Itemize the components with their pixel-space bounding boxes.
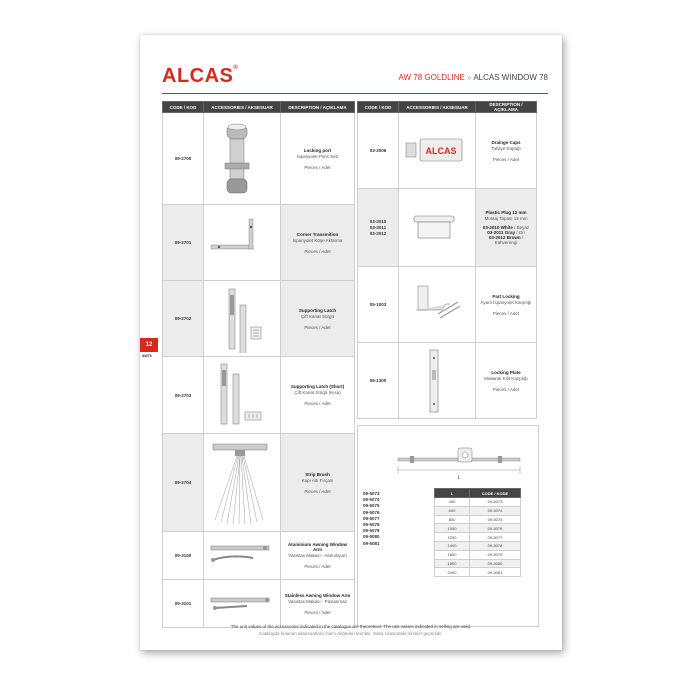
item-code: 09-2700 [163,113,204,205]
item-description: Corner Transmition İspanyolet Köşe Aktarma Pieces / Adet [281,205,355,281]
table-row: 1200 09-5077 [435,533,521,542]
left-accessories-table [162,101,355,628]
table-row: 400 09-5073 [435,498,521,507]
part-locking-icon [399,267,476,343]
aluminium-arm-icon [204,532,281,580]
item-description: Drainge Caps Tahliye Kapağı Pieces / Adet [476,113,537,189]
table-row [358,267,537,343]
table-row: 1400 09-5078 [435,541,521,550]
stainless-arm-icon [204,580,281,628]
table-row [358,343,537,419]
item-description: Supporting Latch (Short) Çift Kanat Sürgü (Kısa) Pieces / Adet [281,357,355,434]
table-row [358,189,537,267]
catalog-page [140,35,562,650]
table-row: 600 09-5074 [435,506,521,515]
col-accessories: ACCESSORIES / AKSESUAR [399,102,476,113]
col-code: CODE / KOD [163,102,204,113]
series-header [398,73,548,82]
locking-port-icon [204,113,281,205]
table-row [163,532,355,580]
item-description: Stainless Awning Window Arm Vasistas Makası - Paslanmaz Pieces / Adet [281,580,355,628]
item-code: 05-1003 [358,267,399,343]
header-divider [162,93,548,94]
item-code: 09-3100 [163,532,204,580]
table-row [163,113,355,205]
col-description: DESCRIPTION / AÇIKLAMA [281,102,355,113]
item-description: Plastic Plug 12 mm Montaj Tapası 12 mm 03-2010 White / Beyaz 03-2011 Gray / Gri 03-2012 Brown / Kahverengi [476,189,537,267]
drainage-cap-icon [399,113,476,189]
col-accessories: ACCESSORIES / AKSESUAR [204,102,281,113]
table-row: 1800 09-5080 [435,559,521,568]
item-description: Part Locking Ayarlı İspanyolet Karşılığı Pieces / Adet [476,267,537,343]
item-description: Locking port İspanyolet Pims Seti Pieces / Adet [281,113,355,205]
footer-turkish: Katalogda bulunan aksesuarların birim değerleri teoriktir. Satış sırasındaki birimler geçerlidir. [259,631,443,636]
table-row [163,434,355,532]
table-row: 1600 09-5079 [435,550,521,559]
col-code: CODE / KOD [358,102,399,113]
espagnolette-lengths-block [357,425,539,627]
table-row: 800 09-5075 [435,515,521,524]
item-code: 09-2703 [163,357,204,434]
table-row [163,580,355,628]
table-row: 2000 09-5081 [435,568,521,577]
page-series-label: AW78 [142,354,152,358]
cap-brand-text: ALCAS [425,145,457,156]
item-description: Supporting Latch Çift Kanat Sürgü Pieces / Adet [281,281,355,357]
dimension-label: L [457,475,461,481]
length-code-table [434,488,521,577]
item-code: 03-2010 03-2011 03-2012 [358,189,399,267]
corner-transmition-icon [204,205,281,281]
supporting-latch-short-icon [204,357,281,434]
strip-brush-icon [204,434,281,532]
supporting-latch-icon [204,281,281,357]
item-code: 09-2702 [163,281,204,357]
col-description: DESCRIPTION / AÇIKLAMA [476,102,537,113]
item-code: 03-2006 [358,113,399,189]
item-description: Aluminium Awning Window Arm Vasistas Makası - Alüminyum Pieces / Adet [281,532,355,580]
len-col-code: CODE / KODE [470,489,521,498]
alcas-logo: ALCAS® [162,65,239,87]
page-number-tab: 12 [140,338,158,352]
plastic-plug-icon [399,189,476,267]
table-row [163,281,355,357]
espagnolette-drawing [358,432,538,484]
item-code: 09-2701 [163,205,204,281]
item-description: Locking Plate Makaralı Kilit Karşılığı Pieces / Adet [476,343,537,419]
item-code: 09-3101 [163,580,204,628]
len-col-l: L [435,489,470,498]
length-code-list: 09-5073 09-5074 09-5075 09-5076 09-5077 09-5078 09-5079 09-5080 09-5081 [363,491,380,546]
chevron-right-icon: » [466,73,472,82]
series-name: AW 78 GOLDLINE [398,73,465,82]
table-row: 1000 09-5076 [435,524,521,533]
item-code: 06-1300 [358,343,399,419]
table-row [163,357,355,434]
item-code: 09-2704 [163,434,204,532]
item-description: Strip Brush Kapı Altı Fırçası Pieces / Adet [281,434,355,532]
footer-english: The unit values of the accessories indicated in the catalogue are theoretical. The unit values indicated in selling are valid. [230,624,472,629]
right-accessories-table [357,101,537,419]
page-footer [140,624,562,636]
window-name: ALCAS WINDOW 78 [473,73,548,82]
table-row [358,113,537,189]
locking-plate-icon [399,343,476,419]
table-row [163,205,355,281]
